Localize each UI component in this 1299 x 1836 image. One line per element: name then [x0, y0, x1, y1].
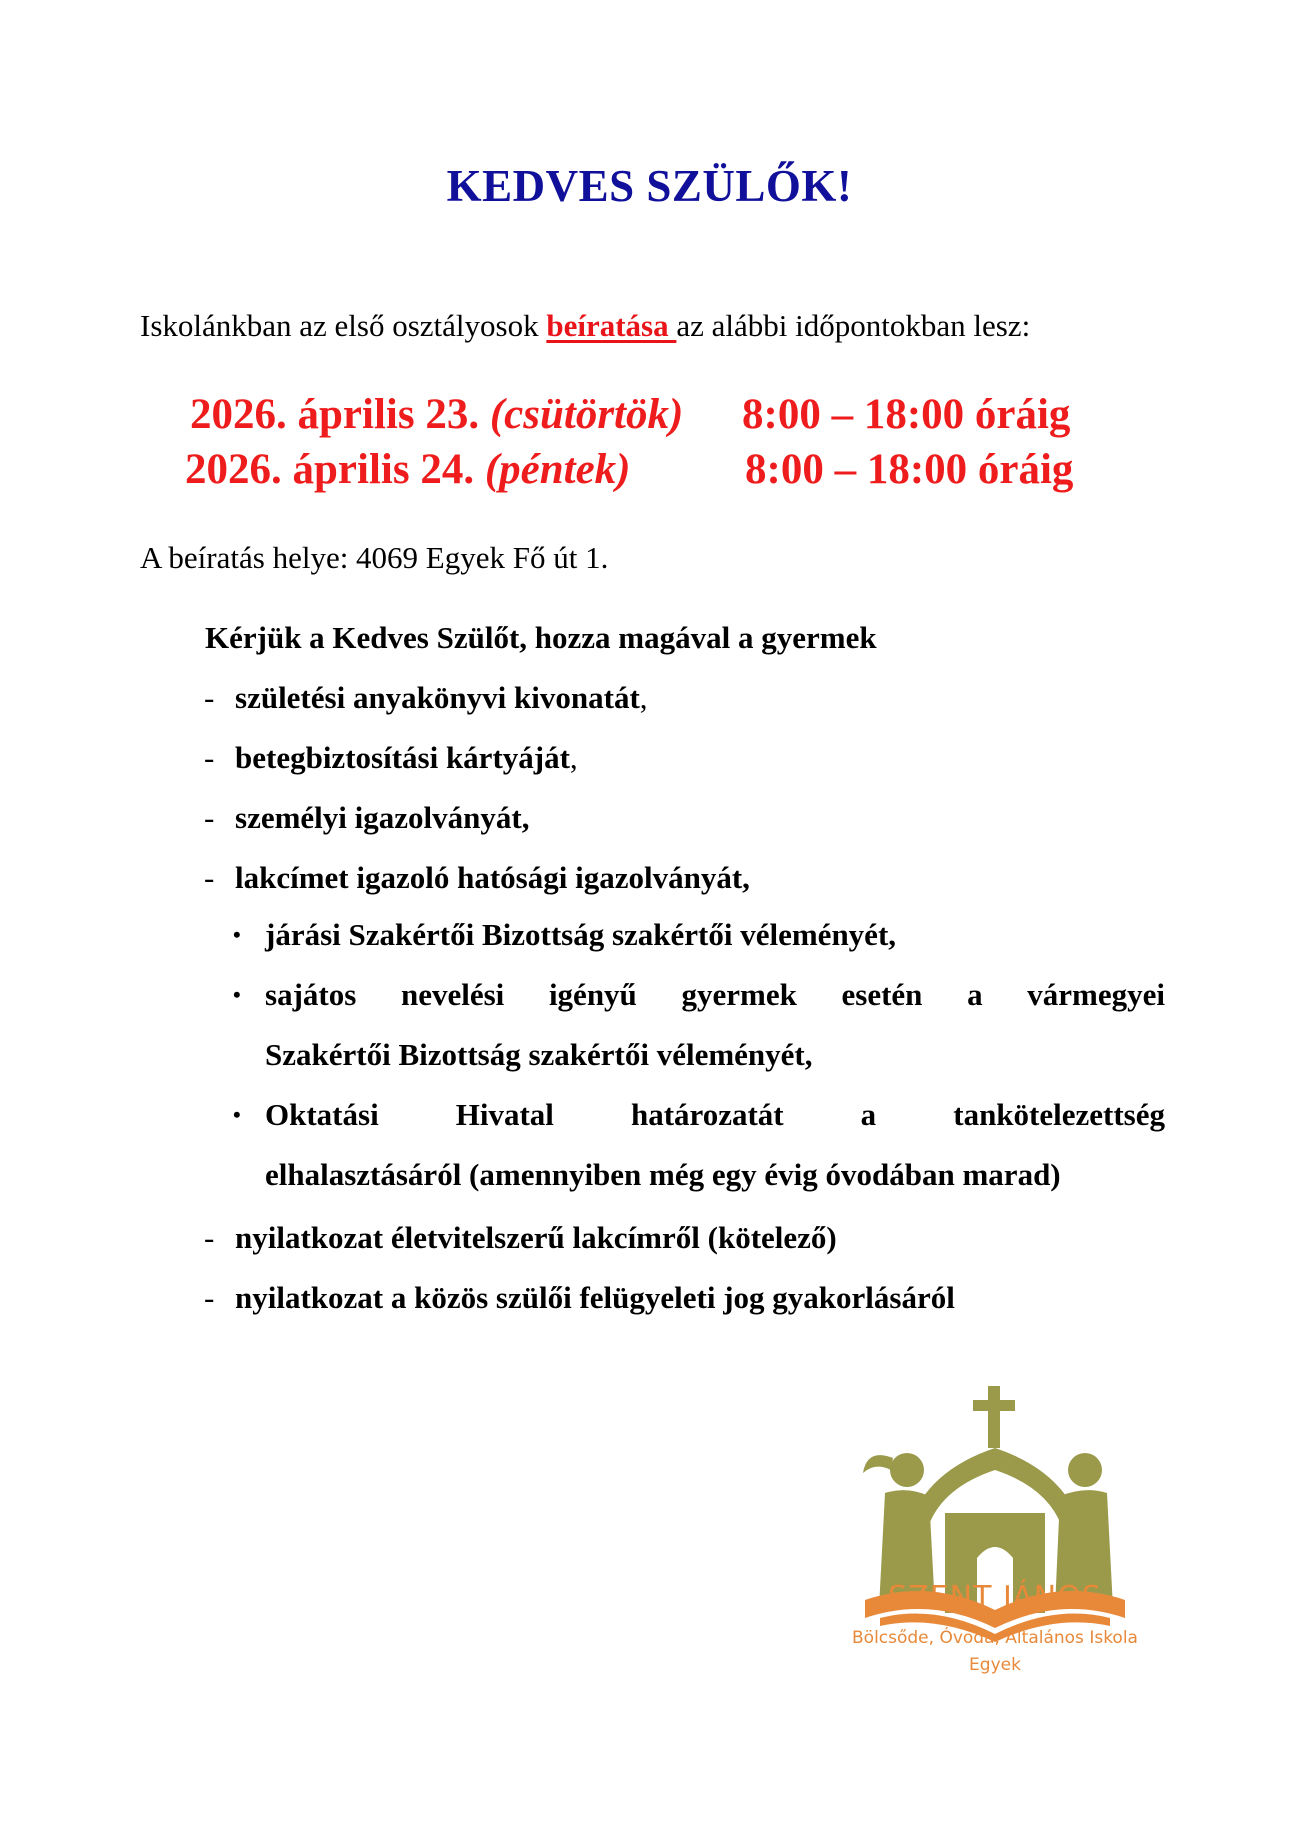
item-text: születési anyakönyvi kivonatát	[235, 680, 640, 715]
date-1	[190, 390, 683, 439]
date-2-value: 2026. április 24.	[185, 446, 475, 493]
list-item	[204, 680, 648, 716]
list-item	[204, 1280, 955, 1316]
request-intro: Kérjük a Kedves Szülőt, hozza magával a gyermek	[205, 620, 877, 655]
logo-town: Egyek	[969, 1655, 1021, 1675]
sub-item-text-line2: elhalasztásáról (amennyiben még egy évig óvodában marad)	[265, 1157, 1061, 1192]
list-item	[204, 740, 578, 776]
intro-after: az alábbi időpontokban lesz:	[676, 308, 1031, 343]
list-item	[204, 1220, 837, 1256]
logo-subtitle-line: Bölcsőde, Óvoda, Általános Iskola	[852, 1628, 1138, 1648]
item-suffix: ,	[639, 680, 648, 715]
sub-item-text-line1: sajátos nevelési igényű gyermek esetén a vármegyei	[265, 977, 1165, 1012]
date-2-time: 8:00 – 18:00 óráig	[745, 446, 1074, 493]
date-1-value: 2026. április 23.	[190, 391, 480, 438]
dash-marker: -	[204, 1220, 215, 1255]
bullet-marker: •	[233, 1102, 241, 1127]
item-text: lakcímet igazoló hatósági igazolványát,	[235, 860, 750, 895]
list-item	[204, 860, 750, 896]
item-text: nyilatkozat életvitelszerű lakcímről (kötelező)	[235, 1220, 837, 1255]
intro-highlight: beíratása	[546, 308, 677, 343]
item-text: személyi igazolványát,	[235, 800, 530, 835]
dash-marker: -	[204, 680, 215, 715]
enrollment-place: A beíratás helye: 4069 Egyek Fő út 1.	[140, 540, 609, 575]
intro-before: Iskolánkban az első osztályosok	[140, 308, 547, 343]
dash-marker: -	[204, 800, 215, 835]
sub-list-item	[233, 965, 1165, 1085]
item-text: nyilatkozat a közös szülői felügyeleti jog gyakorlásáról	[235, 1280, 955, 1315]
item-suffix: ,	[569, 740, 578, 775]
bullet-marker: •	[233, 922, 241, 947]
date-2-day: (péntek)	[484, 446, 631, 493]
dash-marker: -	[204, 860, 215, 895]
sub-item-text-line2: Szakértői Bizottság szakértői véleményét,	[265, 1037, 813, 1072]
sub-item-text: járási Szakértői Bizottság szakértői véleményét,	[265, 917, 897, 952]
sub-item-text-line1: Oktatási Hivatal határozatát a tankötelezettség	[265, 1097, 1165, 1132]
item-text: betegbiztosítási kártyáját	[235, 740, 570, 775]
date-1-day: (csütörtök)	[489, 391, 684, 438]
date-2	[185, 445, 631, 494]
bullet-marker: •	[233, 982, 241, 1007]
dash-marker: -	[204, 1280, 215, 1315]
dash-marker: -	[204, 740, 215, 775]
date-1-time: 8:00 – 18:00 óráig	[742, 391, 1071, 438]
sub-list-item	[233, 905, 1165, 965]
logo-name: SZENT JÁNOS	[888, 1580, 1102, 1615]
intro-text	[140, 308, 1030, 344]
sub-list-item	[233, 1085, 1165, 1205]
logo-subtitle	[820, 1625, 1170, 1679]
list-item	[204, 800, 530, 836]
page-title: KEDVES SZÜLŐK!	[446, 161, 853, 211]
